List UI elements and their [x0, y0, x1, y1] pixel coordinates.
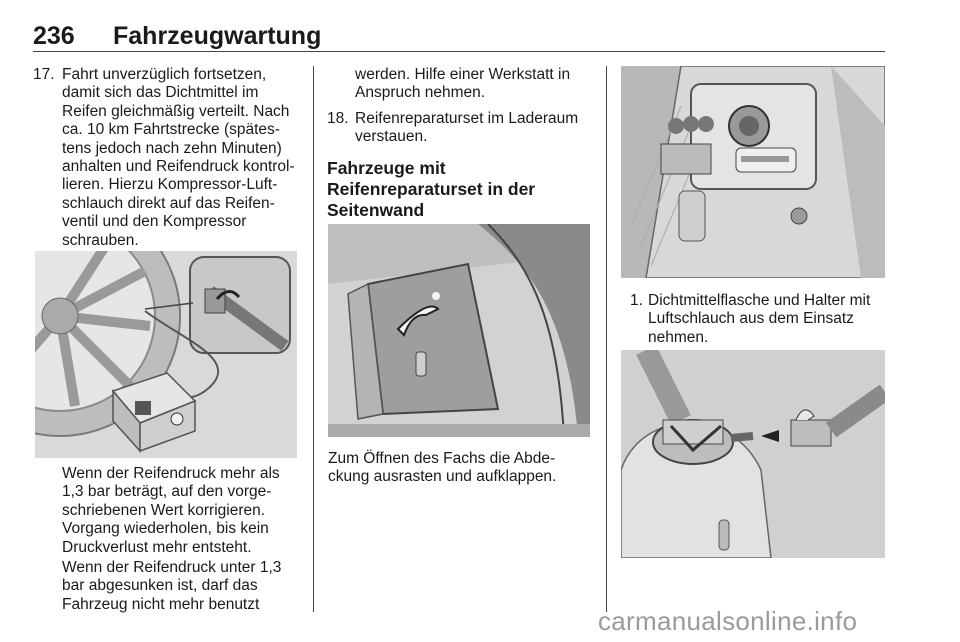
step-17-line1: Fahrt unverzüglich fortsetzen,	[62, 66, 267, 83]
figure-compressor-tire	[35, 251, 297, 458]
step-1	[630, 292, 885, 347]
header-divider	[33, 51, 885, 52]
step-17-rest: damit sich das Dichtmittel im Reifen gleichmäßig verteilt. Nach ca. 10 km Fahrtstrecke (spätes-tens jedoch nach zehn Minuten) anhalten und Reifendruck kontrol-lieren. Hierzu Kompressor-Luft-schlauch direkt auf das Reifen-ventil und den Kompressor schrauben.	[62, 84, 295, 249]
pressure-below-paragraph: Wenn der Reifendruck unter 1,3 bar abgesunken ist, darf das Fahrzeug nicht mehr benutzt	[62, 559, 282, 613]
figure-sealant-bottle	[621, 350, 885, 558]
column-divider-left	[313, 66, 314, 612]
step-17	[33, 66, 301, 250]
step-18	[327, 110, 593, 147]
step-1-text: Dichtmittelflasche und Halter mit Luftschlauch aus dem Einsatz nehmen.	[648, 292, 871, 346]
step-17-number: 17.	[33, 66, 55, 83]
figure-kit-insert	[621, 66, 885, 278]
figure-side-compartment	[328, 224, 590, 437]
step-1-number: 1.	[630, 292, 643, 309]
page-title: Fahrzeugwartung	[113, 22, 322, 50]
continuation-paragraph: werden. Hilfe einer Werkstatt in Anspruch nehmen.	[355, 66, 571, 102]
step-17-text	[62, 66, 301, 250]
watermark: carmanualsonline.info	[598, 606, 858, 636]
pressure-above-paragraph: Wenn der Reifendruck mehr als 1,3 bar beträgt, auf den vorge-schriebenen Wert korrigieren. Vorgang wiederholen, bis kein Druckverlust mehr entsteht.	[62, 465, 280, 556]
open-compartment-caption: Zum Öffnen des Fachs die Abde-ckung ausrasten und aufklappen.	[328, 450, 557, 486]
column-divider-right	[606, 66, 607, 612]
step-18-number: 18.	[327, 110, 349, 127]
page-number: 236	[33, 22, 75, 50]
section-heading: Fahrzeuge mit Reifenreparaturset in der Seitenwand	[327, 158, 536, 220]
step-18-text: Reifenreparaturset im Laderaum verstauen.	[355, 110, 579, 146]
